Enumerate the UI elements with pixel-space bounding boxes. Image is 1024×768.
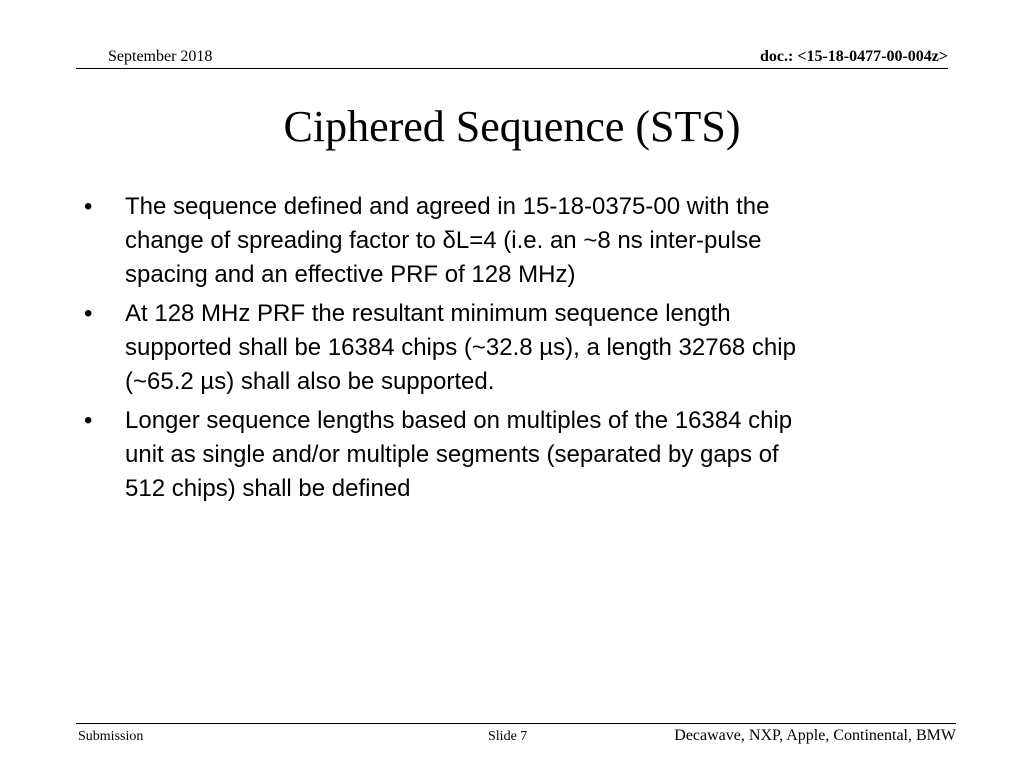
footer-authors: Decawave, NXP, Apple, Continental, BMW (674, 727, 956, 744)
bullet-line: Longer sequence lengths based on multiples of the 16384 chip (125, 407, 793, 434)
bullet-item (84, 297, 934, 399)
slide-number: Slide 7 (488, 729, 528, 744)
slide-title: Ciphered Sequence (STS) (283, 102, 741, 151)
bullet-line: The sequence defined and agreed in 15-18-0375-00 with the (125, 193, 770, 220)
bullet-item (84, 190, 934, 292)
bullet-line: At 128 MHz PRF the resultant minimum sequence length (125, 300, 731, 327)
bullet-line: 512 chips) shall be defined (125, 475, 411, 502)
bullet-icon: • (84, 300, 93, 327)
header-doc-id: doc.: <15-18-0477-00-004z> (760, 48, 948, 65)
bullet-item (84, 404, 934, 506)
bullet-icon: • (84, 407, 93, 434)
bullet-list (84, 190, 934, 511)
bullet-line: supported shall be 16384 chips (~32.8 µs), a length 32768 chip (125, 334, 796, 361)
bullet-line: spacing and an effective PRF of 128 MHz) (125, 261, 576, 288)
bullet-line: unit as single and/or multiple segments (separated by gaps of (125, 441, 779, 468)
bullet-line: (~65.2 µs) shall also be supported. (125, 368, 495, 395)
bullet-icon: • (84, 193, 93, 220)
footer-submission: Submission (78, 729, 144, 744)
bullet-line: change of spreading factor to δL=4 (i.e. an ~8 ns inter-pulse (125, 227, 762, 254)
footer-divider (76, 723, 956, 724)
header-date: September 2018 (108, 48, 213, 65)
header-divider (76, 68, 948, 69)
